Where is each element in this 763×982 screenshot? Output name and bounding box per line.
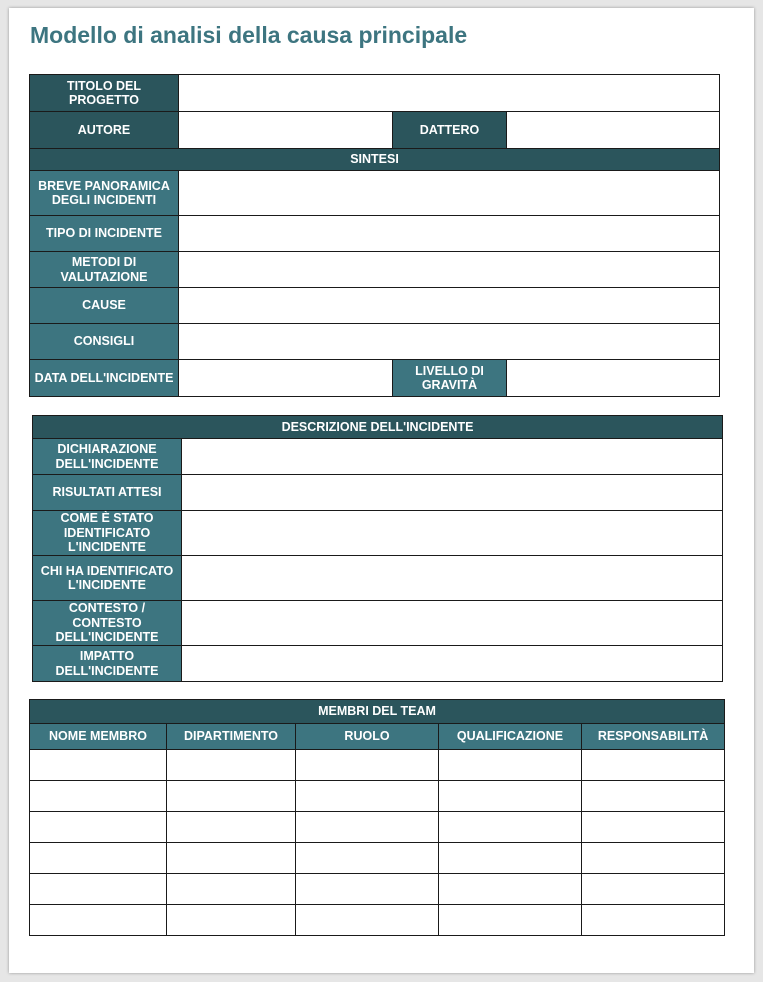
date-field[interactable]: [507, 112, 720, 149]
team-cell-member-name[interactable]: [30, 781, 167, 812]
team-table-body: [30, 750, 725, 936]
summary-section-header: SINTESI: [30, 149, 720, 171]
incident-date-label: DATA DELL'INCIDENTE: [30, 360, 179, 397]
column-header-qualification: QUALIFICAZIONE: [439, 724, 582, 750]
causes-field[interactable]: [179, 288, 720, 324]
assessment-methods-field[interactable]: [179, 252, 720, 288]
who-identified-field[interactable]: [182, 556, 723, 601]
column-header-responsibility: RESPONSABILITÀ: [582, 724, 725, 750]
team-cell-member-name[interactable]: [30, 905, 167, 936]
incident-date-field[interactable]: [179, 360, 393, 397]
team-row: [30, 781, 725, 812]
impact-label: IMPATTO DELL'INCIDENTE: [33, 646, 182, 682]
team-cell-responsibility[interactable]: [582, 781, 725, 812]
team-cell-qualification[interactable]: [439, 781, 582, 812]
causes-label: CAUSE: [30, 288, 179, 324]
team-cell-role[interactable]: [296, 843, 439, 874]
team-cell-member-name[interactable]: [30, 843, 167, 874]
team-cell-department[interactable]: [167, 843, 296, 874]
team-cell-department[interactable]: [167, 750, 296, 781]
page-title: Modello di analisi della causa principale: [30, 22, 468, 48]
team-cell-role[interactable]: [296, 750, 439, 781]
team-cell-department[interactable]: [167, 874, 296, 905]
context-label: CONTESTO / CONTESTO DELL'INCIDENTE: [33, 601, 182, 646]
team-cell-department[interactable]: [167, 812, 296, 843]
severity-field[interactable]: [507, 360, 720, 397]
document-page: [9, 8, 754, 973]
team-cell-qualification[interactable]: [439, 812, 582, 843]
team-cell-role[interactable]: [296, 905, 439, 936]
expected-results-field[interactable]: [182, 475, 723, 511]
team-cell-role[interactable]: [296, 874, 439, 905]
expected-results-label: RISULTATI ATTESI: [33, 475, 182, 511]
column-header-member-name: NOME MEMBRO: [30, 724, 167, 750]
statement-field[interactable]: [182, 439, 723, 475]
team-row: [30, 874, 725, 905]
team-cell-qualification[interactable]: [439, 874, 582, 905]
incident-type-field[interactable]: [179, 216, 720, 252]
team-row: [30, 750, 725, 781]
team-cell-department[interactable]: [167, 905, 296, 936]
who-identified-label: CHI HA IDENTIFICATO L'INCIDENTE: [33, 556, 182, 601]
team-cell-role[interactable]: [296, 781, 439, 812]
date-label: DATTERO: [393, 112, 507, 149]
advice-field[interactable]: [179, 324, 720, 360]
description-section-header: DESCRIZIONE DELL'INCIDENTE: [33, 416, 723, 439]
team-cell-member-name[interactable]: [30, 750, 167, 781]
team-cell-responsibility[interactable]: [582, 750, 725, 781]
overview-label: BREVE PANORAMICA DEGLI INCIDENTI: [30, 171, 179, 216]
team-row: [30, 812, 725, 843]
how-identified-label: COME È STATO IDENTIFICATO L'INCIDENTE: [33, 511, 182, 556]
assessment-methods-label: METODI DI VALUTAZIONE: [30, 252, 179, 288]
team-section-header: MEMBRI DEL TEAM: [30, 700, 725, 724]
column-header-department: DIPARTIMENTO: [167, 724, 296, 750]
team-cell-department[interactable]: [167, 781, 296, 812]
project-title-field[interactable]: [179, 75, 720, 112]
team-cell-qualification[interactable]: [439, 905, 582, 936]
incident-type-label: TIPO DI INCIDENTE: [30, 216, 179, 252]
how-identified-field[interactable]: [182, 511, 723, 556]
team-cell-responsibility[interactable]: [582, 812, 725, 843]
project-title-label: TITOLO DEL PROGETTO: [30, 75, 179, 112]
team-cell-member-name[interactable]: [30, 812, 167, 843]
team-cell-responsibility[interactable]: [582, 874, 725, 905]
team-cell-qualification[interactable]: [439, 843, 582, 874]
context-field[interactable]: [182, 601, 723, 646]
summary-table: [29, 74, 720, 397]
description-table: [32, 415, 723, 682]
author-label: AUTORE: [30, 112, 179, 149]
team-cell-role[interactable]: [296, 812, 439, 843]
team-row: [30, 905, 725, 936]
team-cell-qualification[interactable]: [439, 750, 582, 781]
overview-field[interactable]: [179, 171, 720, 216]
column-header-role: RUOLO: [296, 724, 439, 750]
author-field[interactable]: [179, 112, 393, 149]
team-cell-responsibility[interactable]: [582, 843, 725, 874]
team-cell-responsibility[interactable]: [582, 905, 725, 936]
team-row: [30, 843, 725, 874]
statement-label: DICHIARAZIONE DELL'INCIDENTE: [33, 439, 182, 475]
team-table: [29, 699, 725, 936]
advice-label: CONSIGLI: [30, 324, 179, 360]
severity-label: LIVELLO DI GRAVITÀ: [393, 360, 507, 397]
team-cell-member-name[interactable]: [30, 874, 167, 905]
impact-field[interactable]: [182, 646, 723, 682]
